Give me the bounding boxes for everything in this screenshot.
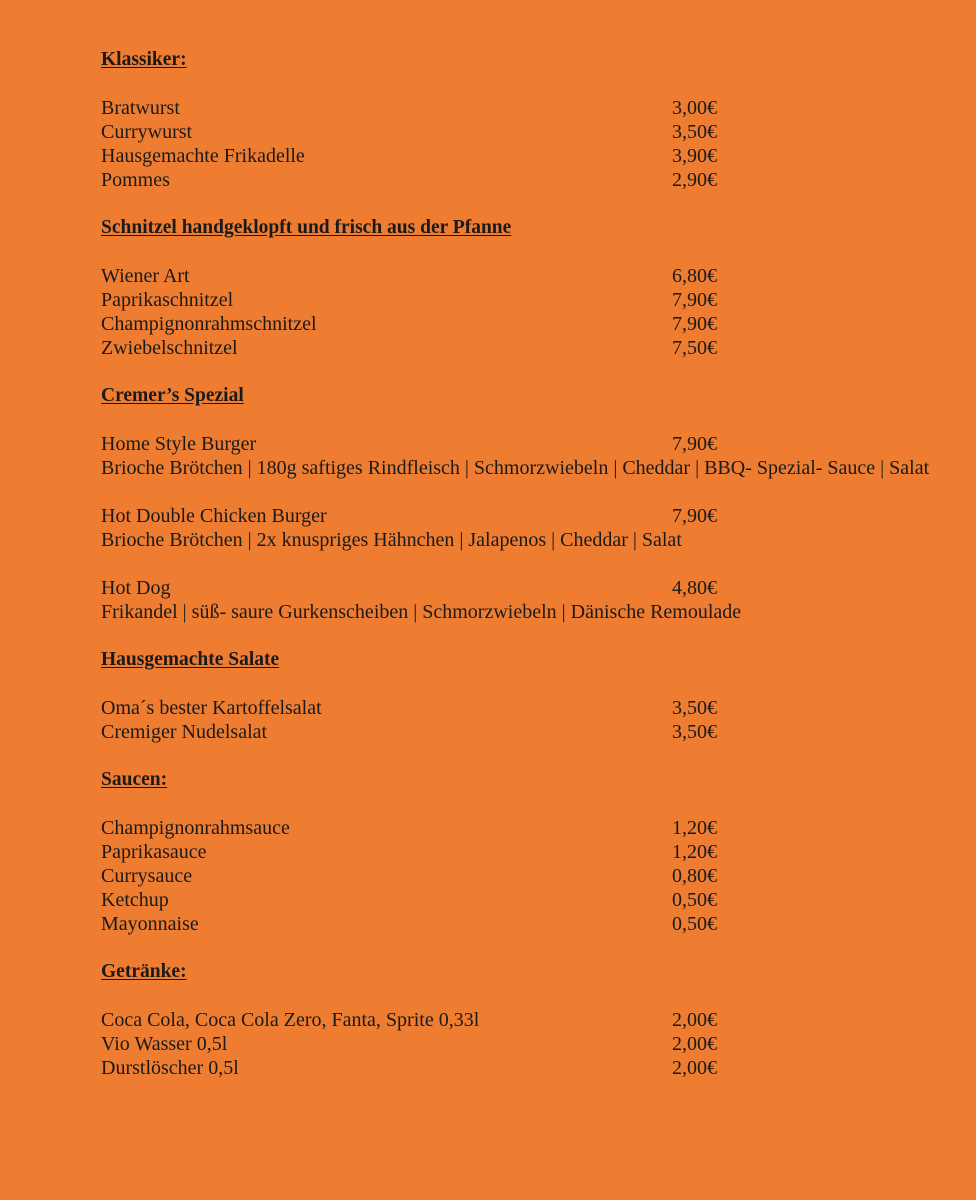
menu-item [101, 1056, 951, 1080]
item-description: Brioche Brötchen | 2x knuspriges Hähnchen | Jalapenos | Cheddar | Salat [101, 529, 682, 551]
item-name: Hausgemachte Frikadelle [101, 145, 305, 167]
item-price: 2,00€ [672, 1057, 717, 1079]
menu-item [101, 696, 951, 720]
menu [101, 48, 951, 1104]
item-price: 0,80€ [672, 865, 717, 887]
item-price: 7,90€ [672, 289, 717, 311]
section-heading: Schnitzel handgeklopft und frisch aus der Pfanne [101, 217, 512, 238]
item-name: Wiener Art [101, 265, 190, 287]
menu-item [101, 576, 951, 600]
item-price: 1,20€ [672, 817, 717, 839]
item-name: Durstlöscher 0,5l [101, 1057, 239, 1079]
item-name: Currywurst [101, 121, 193, 143]
item-name: Hot Double Chicken Burger [101, 505, 327, 527]
menu-item [101, 1008, 951, 1032]
menu-item [101, 912, 951, 936]
item-price: 3,00€ [672, 97, 717, 119]
item-description: Brioche Brötchen | 180g saftiges Rindfleisch | Schmorzwiebeln | Cheddar | BBQ- Spezial- Sauce | Salat [101, 457, 930, 479]
section-saucen [101, 768, 951, 936]
spacer [101, 480, 951, 504]
item-name: Hot Dog [101, 577, 171, 599]
item-description: Frikandel | süß- saure Gurkenscheiben | Schmorzwiebeln | Dänische Remoulade [101, 601, 742, 623]
menu-item [101, 840, 951, 864]
menu-item [101, 288, 951, 312]
menu-item [101, 168, 951, 192]
item-price: 2,00€ [672, 1033, 717, 1055]
item-name: Currysauce [101, 865, 193, 887]
menu-item [101, 720, 951, 744]
item-price: 7,90€ [672, 313, 717, 335]
item-name: Vio Wasser 0,5l [101, 1033, 228, 1055]
menu-item [101, 1032, 951, 1056]
menu-item [101, 888, 951, 912]
section-heading: Klassiker: [101, 49, 187, 70]
item-price: 2,90€ [672, 169, 717, 191]
section-heading: Hausgemachte Salate [101, 649, 280, 670]
menu-item [101, 96, 951, 120]
item-price: 6,80€ [672, 265, 717, 287]
item-name: Paprikasauce [101, 841, 207, 863]
section-heading: Getränke: [101, 961, 187, 982]
item-name: Bratwurst [101, 97, 180, 119]
item-price: 0,50€ [672, 889, 717, 911]
section-cremers-spezial [101, 384, 951, 624]
section-heading: Cremer’s Spezial [101, 385, 244, 406]
item-name: Champignonrahmsauce [101, 817, 290, 839]
spacer [101, 552, 951, 576]
menu-item [101, 816, 951, 840]
section-getraenke [101, 960, 951, 1080]
item-price: 3,50€ [672, 721, 717, 743]
item-price: 3,50€ [672, 121, 717, 143]
section-salate [101, 648, 951, 744]
item-name: Mayonnaise [101, 913, 199, 935]
item-price: 3,90€ [672, 145, 717, 167]
item-name: Coca Cola, Coca Cola Zero, Fanta, Sprite 0,33l [101, 1009, 480, 1031]
item-name: Cremiger Nudelsalat [101, 721, 268, 743]
section-klassiker [101, 48, 951, 192]
item-price: 3,50€ [672, 697, 717, 719]
item-price: 1,20€ [672, 841, 717, 863]
item-name: Champignonrahmschnitzel [101, 313, 317, 335]
menu-item [101, 312, 951, 336]
item-price: 4,80€ [672, 577, 717, 599]
menu-item [101, 864, 951, 888]
menu-item [101, 120, 951, 144]
item-price: 0,50€ [672, 913, 717, 935]
item-name: Pommes [101, 169, 170, 191]
menu-item [101, 264, 951, 288]
item-price: 2,00€ [672, 1009, 717, 1031]
menu-item [101, 336, 951, 360]
item-name: Zwiebelschnitzel [101, 337, 238, 359]
item-name: Oma´s bester Kartoffelsalat [101, 697, 322, 719]
section-heading: Saucen: [101, 769, 168, 790]
item-price: 7,90€ [672, 505, 717, 527]
item-name: Home Style Burger [101, 433, 257, 455]
section-schnitzel [101, 216, 951, 360]
item-price: 7,50€ [672, 337, 717, 359]
menu-item [101, 144, 951, 168]
menu-item [101, 432, 951, 456]
item-price: 7,90€ [672, 433, 717, 455]
item-name: Paprikaschnitzel [101, 289, 234, 311]
item-name: Ketchup [101, 889, 169, 911]
menu-item [101, 504, 951, 528]
